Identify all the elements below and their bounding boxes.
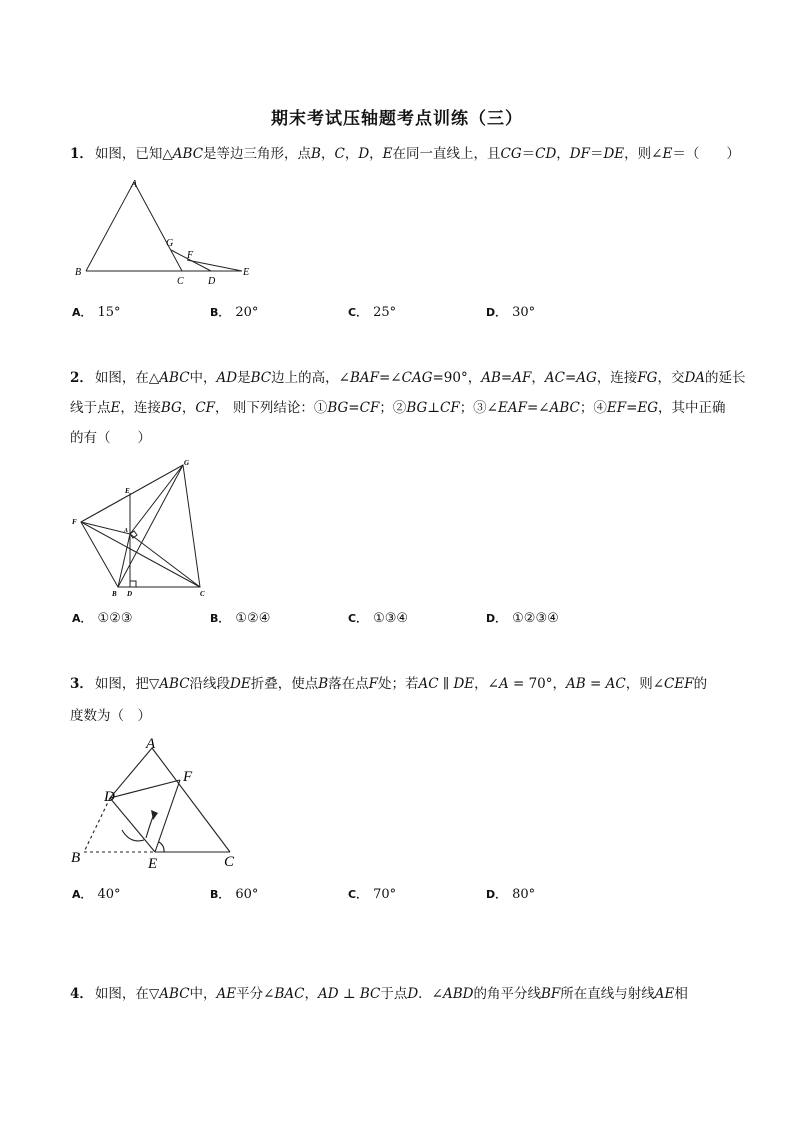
fig1-label-g: G <box>166 238 174 249</box>
question-2-options <box>70 610 730 630</box>
fig2-label-g: G <box>184 459 190 467</box>
q3-option-d[interactable]: D． 80° <box>486 887 536 902</box>
q2-option-a[interactable]: A． ①②③ <box>72 611 133 626</box>
q1-option-b[interactable]: B． 20° <box>210 305 259 320</box>
question-2-line-3: 的有（ ） <box>70 430 151 446</box>
fig3-label-c: C <box>224 854 235 870</box>
question-4-line-1: 4． 如图，在▽ABC中，AE平分∠BAC，AD ⊥ BC于点D．∠ABD的角平分线BF所在直线与射线AE相 <box>70 986 688 1002</box>
q1-option-d[interactable]: D． 30° <box>486 305 536 320</box>
fig1-label-a: A <box>131 179 138 190</box>
question-3-figure <box>66 734 250 876</box>
page-title: 期末考试压轴题考点训练（三） <box>271 109 523 129</box>
fig1-label-c: C <box>177 276 184 287</box>
fig1-label-e: E <box>243 267 250 278</box>
fig1-label-f: F <box>187 250 194 261</box>
question-3-number: 3． <box>70 676 93 692</box>
q2-option-c[interactable]: C． ①③④ <box>348 611 409 626</box>
question-3-line-1: 3． 如图，把▽ABC沿线段DE折叠，使点B落在点F处；若AC ∥ DE，∠A = 70°，AB = AC，则∠CEF的 <box>70 676 708 692</box>
fig1-label-b: B <box>75 267 82 278</box>
q1-option-a[interactable]: A． 15° <box>72 305 121 320</box>
question-3-line-2: 度数为（ ） <box>70 708 151 724</box>
q3-option-c[interactable]: C． 70° <box>348 887 397 902</box>
q1-option-c[interactable]: C． 25° <box>348 305 397 320</box>
fig3-label-f: F <box>183 769 193 785</box>
fig2-label-e: E <box>125 487 130 495</box>
fig2-label-b: B <box>112 590 117 598</box>
fig1-label-d: D <box>208 276 216 287</box>
q2-option-d[interactable]: D． ①②③④ <box>486 611 559 626</box>
q3-option-a[interactable]: A． 40° <box>72 887 121 902</box>
fig2-label-d: D <box>127 590 133 598</box>
fig3-label-b: B <box>71 850 81 866</box>
fig3-label-e: E <box>148 856 158 872</box>
fig3-label-d: D <box>104 789 115 805</box>
question-1-number: 1． <box>70 146 93 162</box>
question-3-options <box>70 886 730 906</box>
question-4-number: 4． <box>70 986 93 1002</box>
question-2-figure <box>64 456 224 600</box>
fig2-label-c: C <box>200 590 205 598</box>
question-2-line-1: 2． 如图，在△ABC中，AD是BC边上的高，∠BAF=∠CAG=90°，AB=AF，AC=AG，连接FG，交DA的延长 <box>70 370 746 386</box>
fig3-label-a: A <box>146 736 156 752</box>
question-1-figure <box>70 172 270 290</box>
question-1-options <box>70 304 730 324</box>
q2-option-b[interactable]: B． ①②④ <box>210 611 271 626</box>
question-2-line-2: 线于点E，连接BG，CF， 则下列结论：①BG=CF；②BG⊥CF；③∠EAF=∠ABC；④EF=EG，其中正确 <box>70 400 726 416</box>
fig2-label-f: F <box>72 518 77 526</box>
question-2-number: 2． <box>70 370 93 386</box>
fig2-label-a: A <box>124 528 129 534</box>
q3-option-b[interactable]: B． 60° <box>210 887 259 902</box>
question-1-text: 1． 如图，已知△ABC是等边三角形，点B，C，D，E在同一直线上，且CG＝CD，DF＝DE，则∠E＝（ ） <box>70 146 740 162</box>
